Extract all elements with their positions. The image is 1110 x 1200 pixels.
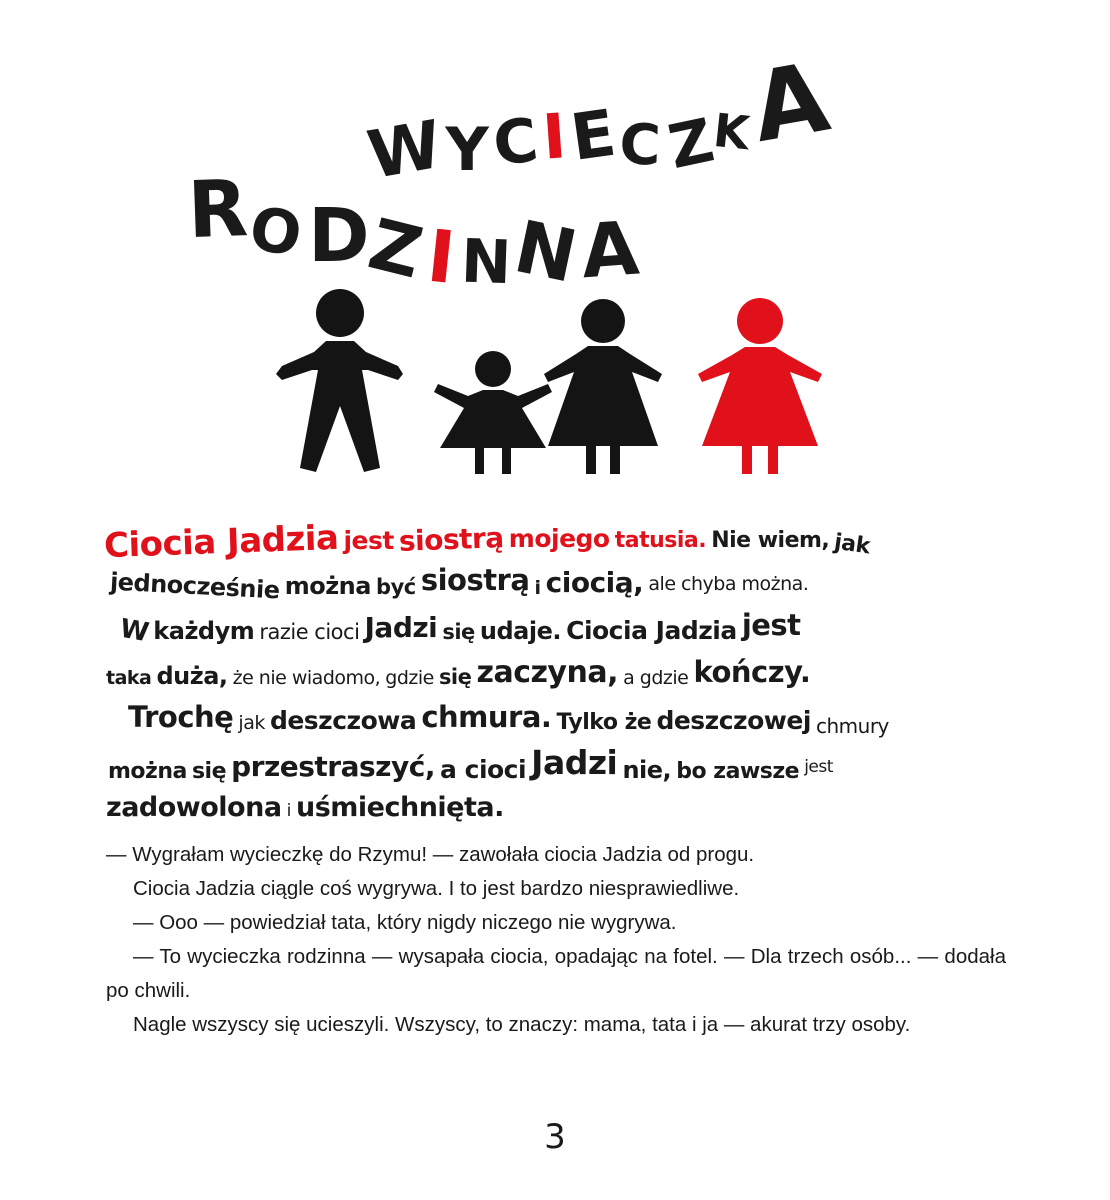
intro-phrase: Tylko że (556, 710, 652, 735)
intro-phrase: Ciocia Jadzia (566, 616, 737, 645)
intro-phrase: i (286, 801, 291, 821)
title-letter: K (711, 102, 753, 161)
narration-line: Nagle wszyscy się ucieszyli. Wszyscy, to znaczy: mama, tata i ja — akurat trzy osoby. (133, 1013, 911, 1036)
intro-phrase: być (376, 575, 416, 599)
child-figure-icon (434, 351, 552, 474)
dialogue-line: — Ooo — powiedział tata, który nigdy niczego nie wygrywa. (133, 911, 677, 934)
title-letter: A (743, 40, 837, 165)
intro-phrase: tatusia. (614, 528, 707, 553)
title-letter: A (578, 205, 642, 296)
family-figures-illustration (270, 288, 840, 484)
intro-phrase: uśmiechnięta. (295, 792, 504, 823)
intro-phrase: udaje. (479, 617, 561, 645)
intro-phrase: siostrą (398, 521, 505, 558)
intro-line (106, 657, 1006, 702)
intro-paragraph (103, 517, 1004, 837)
intro-phrase: siostrą (420, 563, 530, 597)
intro-phrase: jak (238, 712, 265, 734)
story-body (106, 838, 1006, 1042)
intro-phrase: gdzie (385, 667, 434, 689)
title-letter: D (308, 192, 370, 279)
intro-phrase: można (284, 572, 371, 600)
intro-phrase: przestraszyć, (231, 750, 435, 783)
intro-phrase: Trochę (128, 700, 234, 734)
intro-phrase: zadowolona (106, 792, 282, 823)
intro-phrase: się (438, 665, 472, 689)
intro-phrase: deszczowej (656, 706, 811, 735)
intro-phrase: chmury (816, 714, 889, 738)
title-letter: N (459, 226, 513, 299)
woman-figure-icon (544, 299, 662, 474)
intro-line (109, 563, 1010, 612)
intro-phrase: taka (106, 667, 152, 689)
intro-phrase: Jadzi (531, 743, 618, 782)
intro-phrase: się (191, 759, 227, 784)
title-letter: O (244, 193, 308, 272)
title-letter-accent: I (423, 213, 459, 300)
dialogue-line: — To wycieczka rodzinna — wysapała ciocia, opadając na fotel. — Dla trzech osób... — dodała po chwili. (106, 945, 1006, 1002)
intro-phrase: chmura. (421, 700, 552, 734)
narration-line: Ciocia Jadzia ciągle coś wygrywa. I to jest bardzo niesprawiedliwe. (133, 877, 740, 900)
intro-phrase: każdym (153, 617, 255, 645)
intro-phrase: W (117, 613, 151, 649)
title-letter: E (566, 96, 620, 176)
intro-phrase: że nie wiadomo, (232, 667, 381, 689)
intro-phrase: razie cioci (259, 620, 360, 644)
intro-phrase: jest (741, 608, 801, 642)
intro-phrase: mojego (508, 524, 610, 553)
intro-phrase: ciocią, (545, 566, 644, 599)
intro-phrase: deszczowa (269, 706, 417, 735)
dialogue-line: — Wygrałam wycieczkę do Rzymu! — zawołała ciocia Jadzia od progu. (106, 843, 755, 866)
intro-phrase: a gdzie (623, 667, 689, 689)
intro-phrase: jednocześnie (109, 567, 281, 605)
intro-line (108, 743, 1008, 792)
intro-phrase: i (534, 577, 541, 599)
title-letter: R (186, 164, 250, 257)
intro-line (103, 517, 1004, 567)
intro-phrase: jest (804, 757, 833, 777)
title-letter: Y (445, 115, 489, 186)
page-number: 3 (544, 1117, 566, 1157)
intro-phrase: duża, (156, 662, 228, 690)
title-letter: C (618, 112, 662, 179)
title-letter: Z (662, 105, 720, 184)
intro-phrase: Jadzi (364, 611, 438, 644)
title-line-wycieczka (362, 40, 837, 195)
intro-phrase: ale chyba można. (648, 573, 809, 595)
man-figure-icon (276, 289, 403, 472)
intro-phrase: kończy. (693, 655, 811, 689)
intro-phrase: się (442, 620, 475, 644)
intro-line (106, 792, 1006, 837)
intro-line (128, 702, 1028, 747)
intro-phrase: można (108, 759, 187, 784)
title-letter: Z (360, 202, 430, 295)
intro-phrase: nie, (622, 756, 672, 784)
intro-phrase: Ciocia Jadzia (103, 517, 340, 567)
intro-phrase: jak (833, 529, 872, 560)
intro-phrase: bo zawsze (676, 759, 800, 784)
intro-phrase: a cioci (440, 755, 527, 784)
intro-phrase: jest (343, 526, 394, 555)
title-letter: C (490, 105, 543, 181)
intro-phrase: zaczyna, (476, 655, 618, 690)
woman-red-figure-icon (698, 298, 822, 474)
intro-line (117, 608, 1020, 657)
title-letter: N (507, 204, 584, 299)
title-letter-accent: I (540, 99, 569, 174)
title-letter: W (362, 105, 448, 195)
intro-phrase: Nie wiem, (711, 528, 830, 553)
